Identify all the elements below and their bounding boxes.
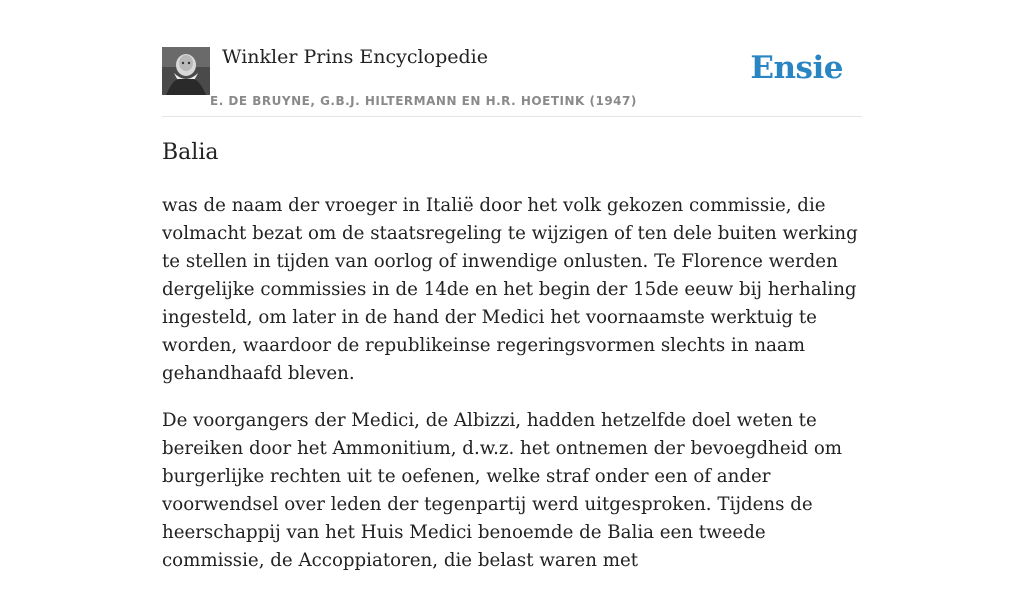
portrait-icon xyxy=(162,47,210,95)
article-paragraph: De voorgangers der Medici, de Albizzi, hadden hetzelfde doel weten te bereiken door het Ammonitium, d.w.z. het ontnemen der bevoegdheid om burgerlijke rechten uit te oefenen, welke straf onder een of ander voorwendsel over leden der tegenpartij werd uitgesproken. Tijdens de heerschappij van het Huis Medici benoemde de Balia een tweede commissie, de Accoppiatoren, die belast waren met xyxy=(162,410,843,571)
page xyxy=(162,0,862,571)
article-title: Balia xyxy=(162,140,219,165)
article-body xyxy=(162,192,872,594)
article-paragraph: was de naam der vroeger in Italië door het volk gekozen commissie, die volmacht bezat om de staatsregeling te wijzigen of ten dele buiten werking te stellen in tijden van oorlog of inwendige onlusten. Te Florence werden dergelijke commissies in de 14de en het begin der 15de eeuw bij herhaling ingesteld, om later in de hand der Medici het voornaamste werktuig te worden, waardoor de republikeinse regeringsvormen slechts in naam gehandhaafd bleven. xyxy=(162,195,858,384)
site-header xyxy=(162,0,862,117)
encyclopedia-title: Winkler Prins Encyclopedie xyxy=(222,46,488,68)
brand-logo-link[interactable]: Ensie xyxy=(750,50,843,86)
author-avatar xyxy=(162,47,210,95)
authors-line: E. DE BRUYNE, G.B.J. HILTERMANN EN H.R. HOETINK (1947) xyxy=(210,94,637,108)
